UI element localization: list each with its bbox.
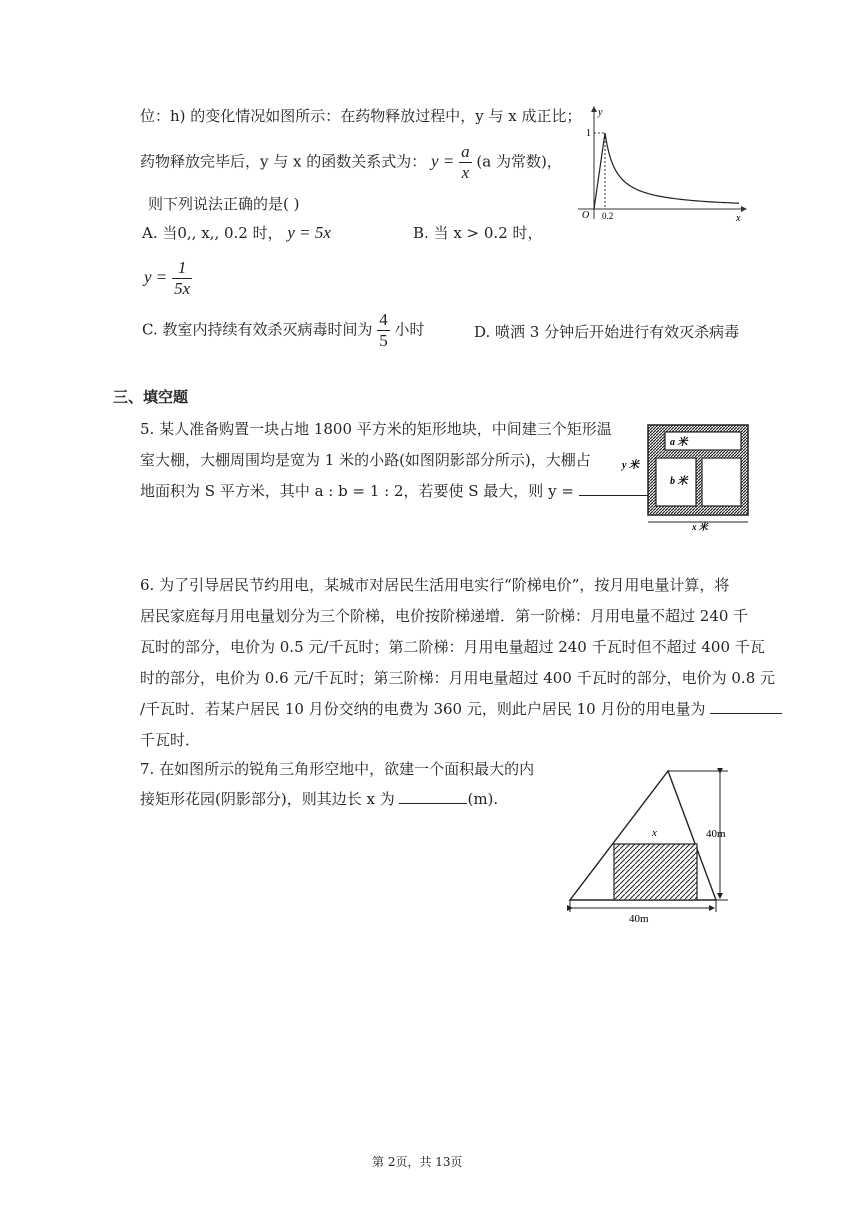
section-title: 三、填空题 xyxy=(113,388,189,406)
q4-formula-fraction xyxy=(459,142,472,183)
q4-option-b-formula xyxy=(144,258,192,299)
q6-line1: 6. 为了引导居民节约用电，某城市对居民生活用电实行“阶梯电价”，按月用电量计算，将 xyxy=(140,576,730,594)
q4-line3: 则下列说法正确的是( ) xyxy=(148,195,300,213)
page-footer: 第 2页，共 13页 xyxy=(372,1155,463,1169)
q4-option-c-fraction xyxy=(377,310,390,351)
q4-option-c-prefix: C. 教室内持续有效杀灭病毒时间为 xyxy=(142,320,373,339)
inverse-curve xyxy=(605,133,739,203)
q4-option-c xyxy=(142,310,425,351)
origin-label: O xyxy=(582,210,590,221)
linear-segment xyxy=(594,133,605,209)
q6-answer-blank[interactable] xyxy=(710,713,782,714)
x-axis-label: x xyxy=(736,213,741,223)
inner-rectangle xyxy=(614,844,697,900)
q6-line2: 居民家庭每月用电量划分为三个阶梯，电价按阶梯递增．第一阶梯：月用电量不超过 240 千 xyxy=(140,607,749,625)
q4-option-b-y: y = xyxy=(144,267,168,287)
greenhouse-c xyxy=(702,458,741,506)
q7-line2 xyxy=(140,788,498,809)
q4-option-d: D. 喷洒 3 分钟后开始进行有效灭杀病毒 xyxy=(474,323,740,341)
label-b: b 米 xyxy=(670,476,688,487)
q7-triangle-figure xyxy=(560,764,760,934)
q4-formula-den: x xyxy=(461,163,470,182)
q6-line5-text: /千瓦时．若某户居民 10 月份交纳的电费为 360 元，则此户居民 10 月份的用电量为 xyxy=(140,700,706,718)
q4-decay-graph xyxy=(572,103,752,223)
q4-line2 xyxy=(140,142,562,183)
q5-line2: 室大棚，大棚周围均是宽为 1 米的小路(如图阴影部分所示)，大棚占 xyxy=(140,451,591,469)
q4-option-b-den: 5x xyxy=(174,279,191,298)
label-x: x xyxy=(652,827,657,839)
q5-greenhouse-figure xyxy=(620,418,760,533)
label-height: 40m xyxy=(706,828,726,840)
x-tick-label: 0.2 xyxy=(602,211,614,221)
q6-line6: 千瓦时． xyxy=(140,731,201,749)
y-tick-label: 1 xyxy=(586,128,591,139)
q7-line1: 7. 在如图所示的锐角三角形空地中，欲建一个面积最大的内 xyxy=(140,760,535,778)
q5-line3 xyxy=(140,480,657,501)
q4-option-c-suffix: 小时 xyxy=(394,320,425,339)
q4-option-a-formula: y = 5x xyxy=(287,223,331,242)
q4-option-a-text: A. 当0,, x,, 0.2 时， xyxy=(142,224,283,242)
q7-answer-blank[interactable] xyxy=(399,803,467,804)
label-a: a 米 xyxy=(670,437,688,448)
q4-option-c-den: 5 xyxy=(379,331,388,350)
q4-line2-prefix: 药物释放完毕后，y 与 x 的函数关系式为： xyxy=(140,152,427,171)
q4-option-b-num: 1 xyxy=(172,258,192,279)
q4-formula-tail: (a 为常数)， xyxy=(476,152,562,171)
q5-line1: 5. 某人准备购置一块占地 1800 平方米的矩形地块，中间建三个矩形温 xyxy=(140,420,612,438)
label-y: y 米 xyxy=(622,460,639,471)
y-axis-label: y xyxy=(598,107,603,118)
label-base: 40m xyxy=(629,913,649,925)
label-x: x 米 xyxy=(692,522,708,532)
q4-formula-num: a xyxy=(461,142,470,161)
q7-line2-text: 接矩形花园(阴影部分)，则其边长 x 为 xyxy=(140,790,395,808)
q5-line3-text: 地面积为 S 平方米，其中 a : b = 1 : 2，若要使 S 最大，则 y = xyxy=(140,482,574,500)
q4-option-c-num: 4 xyxy=(379,310,388,329)
q7-line2-end: (m). xyxy=(467,790,499,808)
q4-formula-y: y = xyxy=(431,151,455,171)
q6-line3: 瓦时的部分，电价为 0.5 元/千瓦时；第二阶梯：月用电量超过 240 千瓦时但不超过 400 千瓦 xyxy=(140,638,765,656)
q4-option-b-fraction xyxy=(172,258,192,299)
q4-option-a xyxy=(142,222,331,243)
q6-line4: 时的部分，电价为 0.6 元/千瓦时；第三阶梯：月用电量超过 400 千瓦时的部分，电价为 0.8 元 xyxy=(140,669,776,687)
q4-line1: 位：h) 的变化情况如图所示：在药物释放过程中，y 与 x 成正比； xyxy=(140,107,582,125)
q4-option-b: B. 当 x > 0.2 时， xyxy=(413,224,543,242)
q6-line5 xyxy=(140,698,782,719)
